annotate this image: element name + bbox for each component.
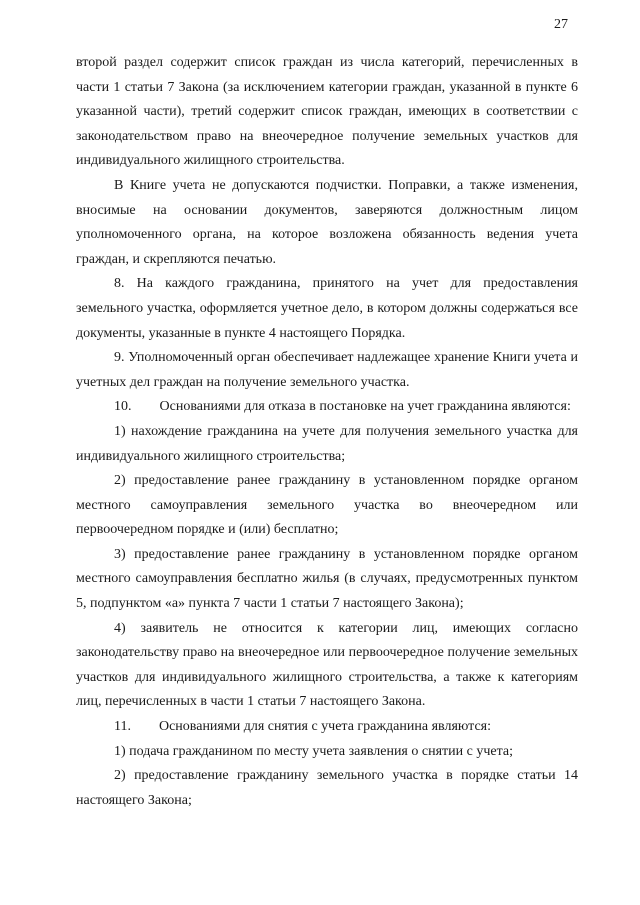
refusal-ground-4: 4) заявитель не относится к категории лиц, имеющих согласно законодательству право на внеочередное или первоочередное получение земельных участков для индивидуального жилищного строительства, а также к категориям лиц, перечисленных в части 1 статьи 7 настоящего Закона.: [76, 620, 578, 710]
paragraph-11-text: Основаниями для снятия с учета гражданина являются:: [158, 719, 491, 735]
document-body: [76, 51, 578, 813]
paragraph-8: 8. На каждого гражданина, принятого на учет для предоставления земельного участка, оформляется учетное дело, в котором должны содержаться все документы, указанные в пункте 4 настоящего Порядка.: [76, 276, 578, 341]
page-number: 27: [554, 17, 568, 32]
removal-ground-1: 1) подача гражданином по месту учета заявления о снятии с учета;: [114, 743, 513, 759]
refusal-ground-1: 1) нахождение гражданина на учете для получения земельного участка для индивидуального жилищного строительства;: [76, 423, 578, 464]
paragraph-10-text: Основаниями для отказа в постановке на учет гражданина являются:: [159, 399, 571, 415]
paragraph-10-number: 10.: [114, 399, 132, 415]
paragraph-book-corrections: В Книге учета не допускаются подчистки. Поправки, а также изменения, вносимые на основании документов, заверяются должностным лицом уполномоченного органа, на которое возложена обязанность ведения учета граждан, и скрепляются печатью.: [76, 177, 578, 267]
paragraph-10: [76, 395, 578, 420]
paragraph-continuation: второй раздел содержит список граждан из числа категорий, перечисленных в части 1 статьи 7 Закона (за исключением категории граждан, указанной в пункте 6 указанной части), третий содержит список граждан, имеющих в соответствии с законодательством право на внеочередное получение земельных участков для индивидуального жилищного строительства.: [76, 55, 578, 169]
paragraph-11: [76, 715, 578, 740]
refusal-ground-2: 2) предоставление ранее гражданину в установленном порядке органом местного самоуправления земельного участка во внеочередном или первоочередном порядке и (или) бесплатно;: [76, 473, 578, 538]
paragraph-9: 9. Уполномоченный орган обеспечивает надлежащее хранение Книги учета и учетных дел граждан на получение земельного участка.: [76, 350, 578, 390]
removal-ground-2: 2) предоставление гражданину земельного участка в порядке статьи 14 настоящего Закона;: [76, 768, 578, 808]
paragraph-11-number: 11.: [114, 719, 131, 735]
refusal-ground-3: 3) предоставление ранее гражданину в установленном порядке органом местного самоуправления бесплатно жилья (в случаях, предусмотренных пунктом 5, подпунктом «а» пункта 7 части 1 статьи 7 настоящего Закона);: [76, 546, 578, 612]
